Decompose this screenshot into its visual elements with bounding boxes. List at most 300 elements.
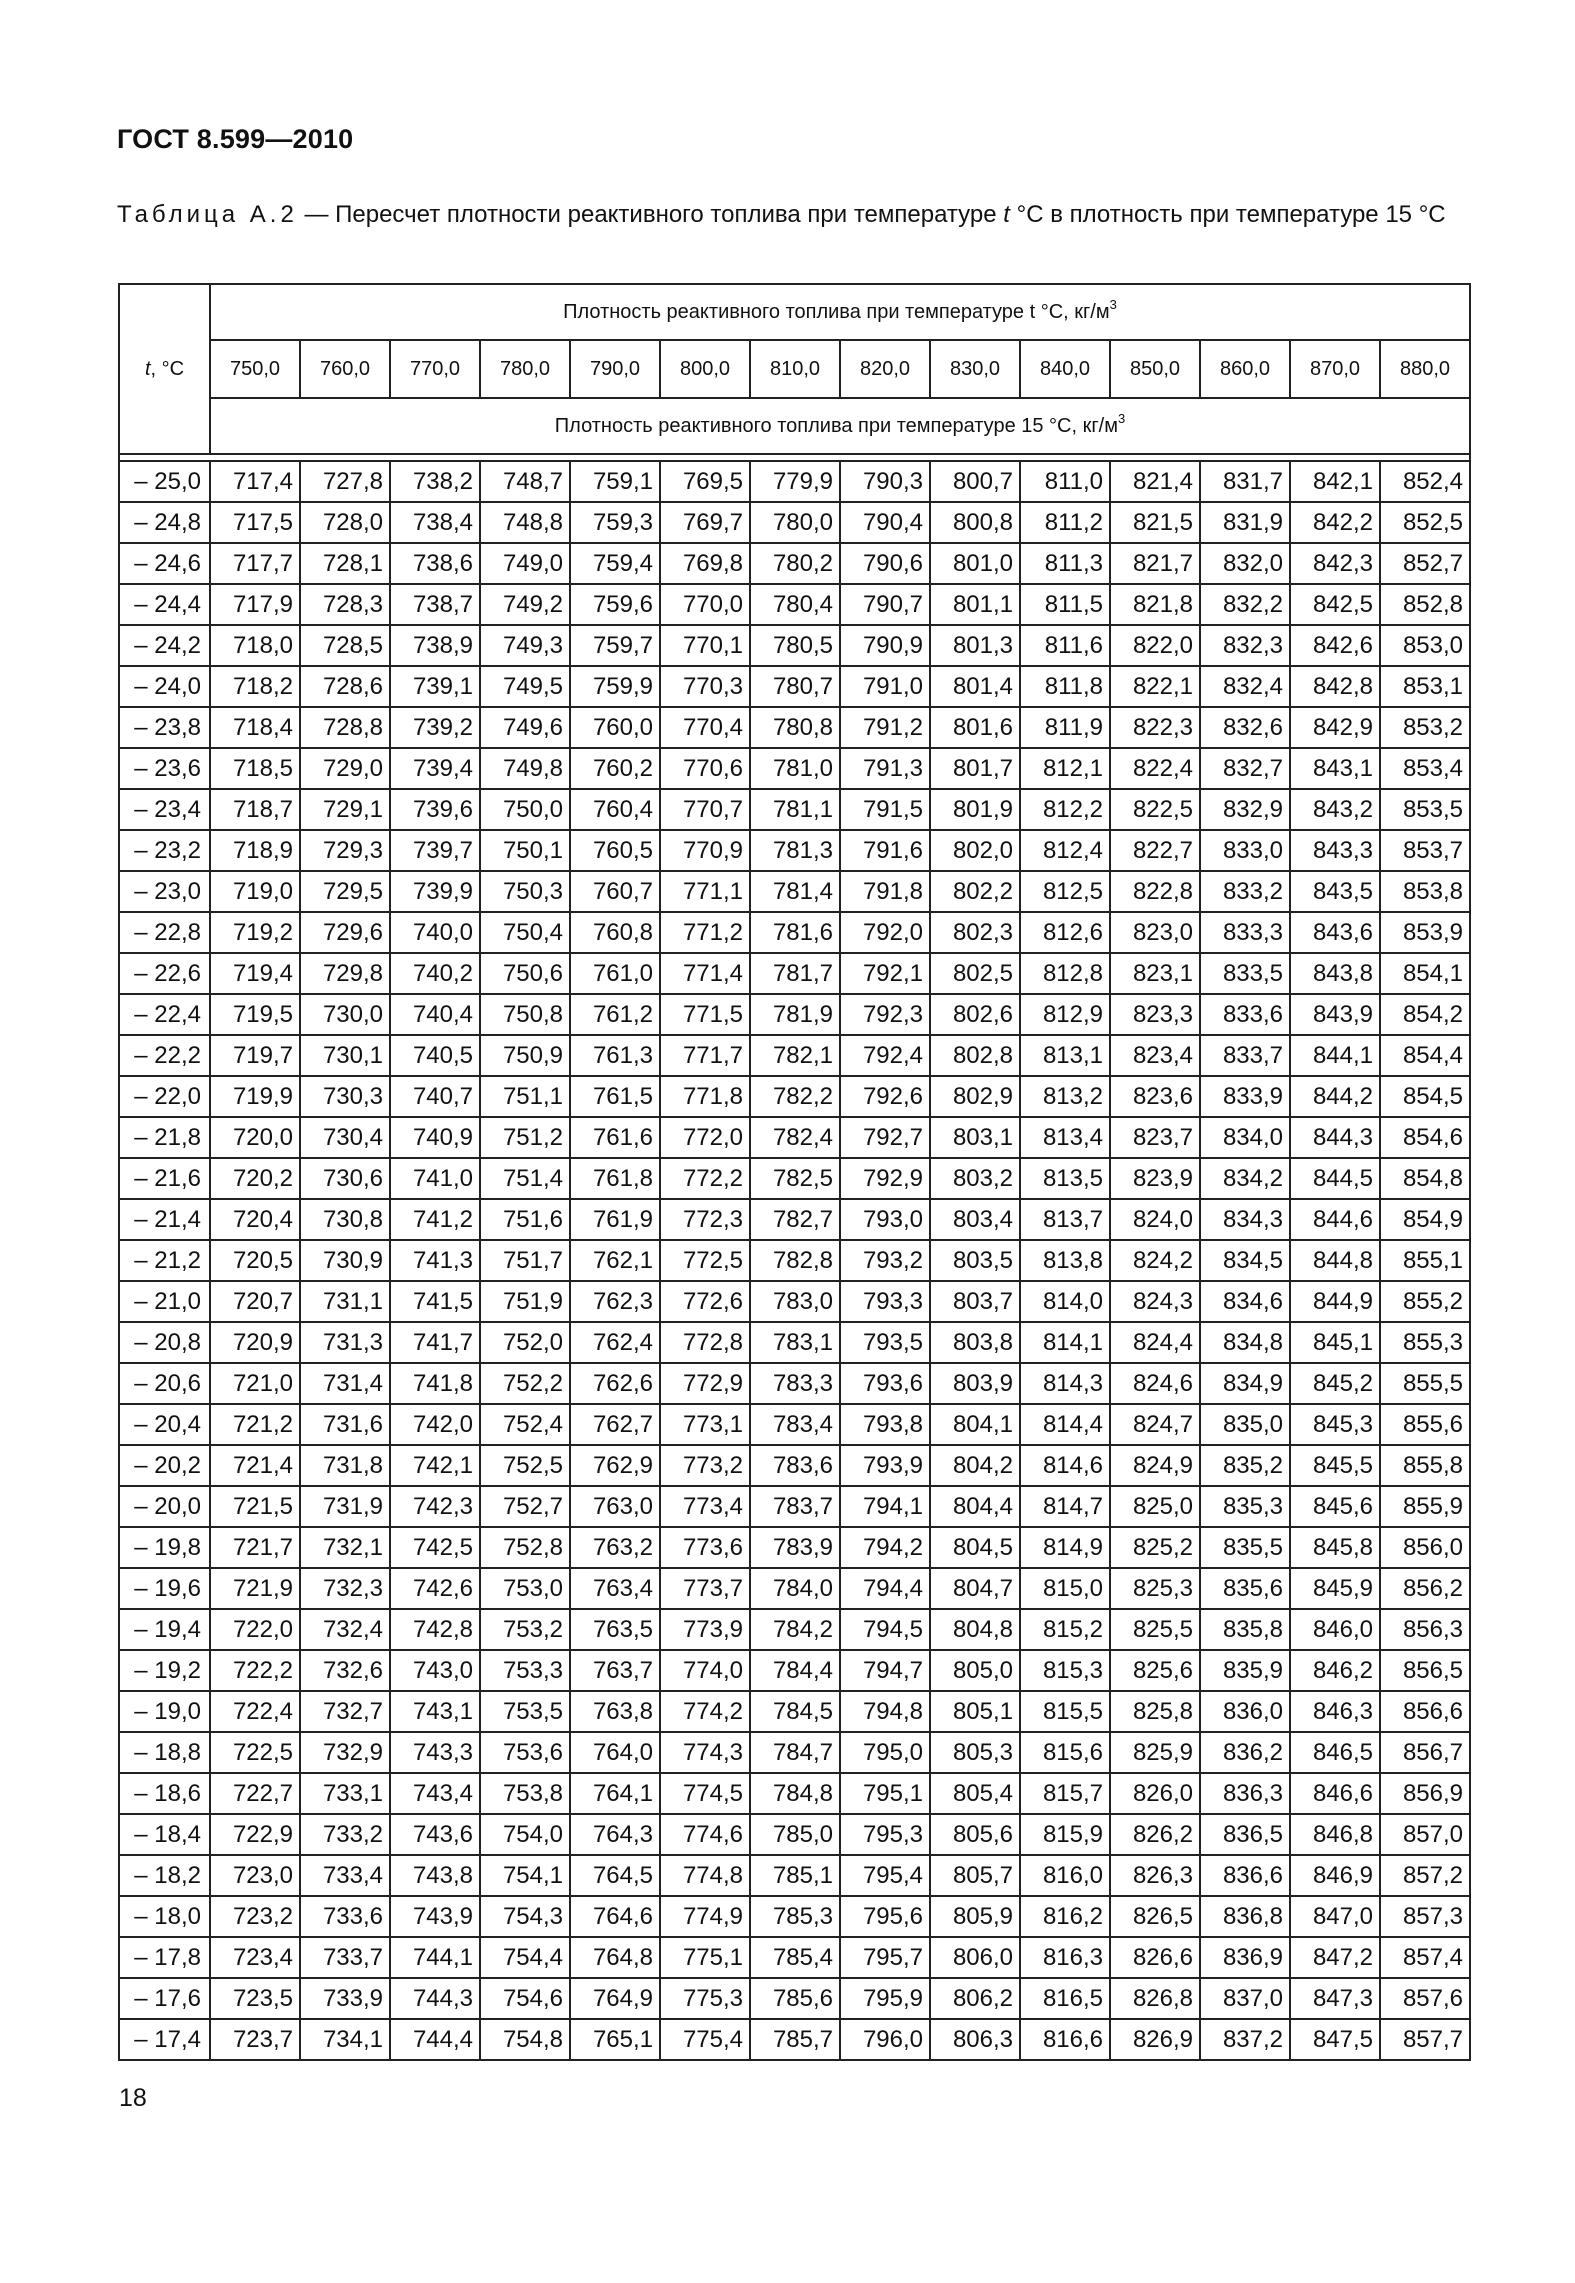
density-cell: 826,9 — [1110, 2019, 1200, 2060]
density-cell: 791,0 — [840, 666, 930, 707]
density-cell: 731,6 — [300, 1404, 390, 1445]
table-row — [119, 625, 1470, 666]
bottom-header — [210, 398, 1470, 454]
density-cell: 854,9 — [1380, 1199, 1470, 1240]
density-cell: 814,0 — [1020, 1281, 1110, 1322]
table-caption — [117, 198, 1469, 232]
density-cell: 853,0 — [1380, 625, 1470, 666]
density-cell: 741,3 — [390, 1240, 480, 1281]
density-cell: 720,7 — [210, 1281, 300, 1322]
density-cell: 717,5 — [210, 502, 300, 543]
density-cell: 723,5 — [210, 1978, 300, 2019]
density-cell: 834,2 — [1200, 1158, 1290, 1199]
density-cell: 804,4 — [930, 1486, 1020, 1527]
density-cell: 780,7 — [750, 666, 840, 707]
density-cell: 852,8 — [1380, 584, 1470, 625]
density-cell: 728,8 — [300, 707, 390, 748]
density-cell: 790,4 — [840, 502, 930, 543]
density-cell: 832,2 — [1200, 584, 1290, 625]
density-cell: 793,3 — [840, 1281, 930, 1322]
density-cell: 805,4 — [930, 1773, 1020, 1814]
density-cell: 821,5 — [1110, 502, 1200, 543]
density-cell: 740,2 — [390, 953, 480, 994]
density-cell: 824,2 — [1110, 1240, 1200, 1281]
density-cell: 813,1 — [1020, 1035, 1110, 1076]
temperature-cell: – 22,2 — [119, 1035, 210, 1076]
density-cell: 836,9 — [1200, 1937, 1290, 1978]
density-cell: 801,4 — [930, 666, 1020, 707]
density-cell: 855,2 — [1380, 1281, 1470, 1322]
density-cell: 783,4 — [750, 1404, 840, 1445]
density-cell: 742,5 — [390, 1527, 480, 1568]
density-cell: 812,8 — [1020, 953, 1110, 994]
density-cell: 846,8 — [1290, 1814, 1380, 1855]
density-cell: 781,4 — [750, 871, 840, 912]
density-cell: 800,8 — [930, 502, 1020, 543]
density-cell: 720,0 — [210, 1117, 300, 1158]
density-cell: 853,1 — [1380, 666, 1470, 707]
density-cell: 826,2 — [1110, 1814, 1200, 1855]
table-row — [119, 1158, 1470, 1199]
density-cell: 750,8 — [480, 994, 570, 1035]
density-cell: 826,6 — [1110, 1937, 1200, 1978]
density-cell: 760,7 — [570, 871, 660, 912]
temperature-cell: – 23,8 — [119, 707, 210, 748]
density-cell: 795,0 — [840, 1732, 930, 1773]
density-cell: 720,4 — [210, 1199, 300, 1240]
density-cell: 781,9 — [750, 994, 840, 1035]
density-cell: 845,3 — [1290, 1404, 1380, 1445]
density-cell: 729,5 — [300, 871, 390, 912]
density-cell: 718,2 — [210, 666, 300, 707]
density-cell: 834,5 — [1200, 1240, 1290, 1281]
density-cell: 749,2 — [480, 584, 570, 625]
density-cell: 761,0 — [570, 953, 660, 994]
density-cell: 814,7 — [1020, 1486, 1110, 1527]
density-cell: 782,2 — [750, 1076, 840, 1117]
density-cell: 740,4 — [390, 994, 480, 1035]
temperature-cell: – 20,2 — [119, 1445, 210, 1486]
density-cell: 762,1 — [570, 1240, 660, 1281]
density-cell: 811,2 — [1020, 502, 1110, 543]
density-cell: 773,9 — [660, 1609, 750, 1650]
density-cell: 831,9 — [1200, 502, 1290, 543]
density-cell: 783,7 — [750, 1486, 840, 1527]
table-row — [119, 1691, 1470, 1732]
table-row — [119, 1527, 1470, 1568]
temperature-cell: – 19,4 — [119, 1609, 210, 1650]
density-cell: 782,5 — [750, 1158, 840, 1199]
density-cell: 835,3 — [1200, 1486, 1290, 1527]
density-cell: 781,6 — [750, 912, 840, 953]
density-cell: 781,0 — [750, 748, 840, 789]
density-cell: 824,4 — [1110, 1322, 1200, 1363]
density-cell: 770,9 — [660, 830, 750, 871]
density-cell: 759,4 — [570, 543, 660, 584]
density-cell: 773,6 — [660, 1527, 750, 1568]
density-cell: 751,7 — [480, 1240, 570, 1281]
density-cell: 846,6 — [1290, 1773, 1380, 1814]
density-cell: 843,6 — [1290, 912, 1380, 953]
density-cell: 743,8 — [390, 1855, 480, 1896]
density-cell: 843,1 — [1290, 748, 1380, 789]
density-cell: 856,0 — [1380, 1527, 1470, 1568]
density-cell: 853,5 — [1380, 789, 1470, 830]
density-cell: 742,3 — [390, 1486, 480, 1527]
density-cell: 846,5 — [1290, 1732, 1380, 1773]
density-cell: 825,2 — [1110, 1527, 1200, 1568]
density-cell: 812,1 — [1020, 748, 1110, 789]
density-cell: 792,9 — [840, 1158, 930, 1199]
density-cell: 805,7 — [930, 1855, 1020, 1896]
density-cell: 762,9 — [570, 1445, 660, 1486]
density-cell: 774,6 — [660, 1814, 750, 1855]
density-cell: 843,2 — [1290, 789, 1380, 830]
density-cell: 823,9 — [1110, 1158, 1200, 1199]
density-cell: 720,2 — [210, 1158, 300, 1199]
density-cell: 743,0 — [390, 1650, 480, 1691]
table-row — [119, 707, 1470, 748]
density-cell: 719,0 — [210, 871, 300, 912]
density-cell: 731,1 — [300, 1281, 390, 1322]
table-row — [119, 953, 1470, 994]
density-cell: 753,2 — [480, 1609, 570, 1650]
density-cell: 836,0 — [1200, 1691, 1290, 1732]
density-cell: 822,5 — [1110, 789, 1200, 830]
temperature-cell: – 18,0 — [119, 1896, 210, 1937]
density-cell: 752,0 — [480, 1322, 570, 1363]
temperature-cell: – 22,6 — [119, 953, 210, 994]
density-cell: 749,3 — [480, 625, 570, 666]
table-row — [119, 1814, 1470, 1855]
column-header: 820,0 — [840, 340, 930, 398]
density-cell: 844,9 — [1290, 1281, 1380, 1322]
density-cell: 792,1 — [840, 953, 930, 994]
density-cell: 803,2 — [930, 1158, 1020, 1199]
density-cell: 793,5 — [840, 1322, 930, 1363]
density-cell: 814,9 — [1020, 1527, 1110, 1568]
density-cell: 803,5 — [930, 1240, 1020, 1281]
density-cell: 752,4 — [480, 1404, 570, 1445]
density-cell: 741,0 — [390, 1158, 480, 1199]
density-cell: 728,5 — [300, 625, 390, 666]
density-cell: 727,8 — [300, 461, 390, 502]
density-cell: 824,7 — [1110, 1404, 1200, 1445]
density-cell: 833,6 — [1200, 994, 1290, 1035]
temperature-cell: – 23,0 — [119, 871, 210, 912]
density-cell: 750,0 — [480, 789, 570, 830]
density-cell: 824,3 — [1110, 1281, 1200, 1322]
density-cell: 825,8 — [1110, 1691, 1200, 1732]
top-header-text: Плотность реактивного топлива при температуре t °С, кг/м — [563, 300, 1110, 323]
density-cell: 825,0 — [1110, 1486, 1200, 1527]
density-cell: 791,6 — [840, 830, 930, 871]
caption-text-before: — Пересчет плотности реактивного топлива при температуре — [297, 201, 1004, 228]
density-cell: 836,2 — [1200, 1732, 1290, 1773]
density-cell: 804,2 — [930, 1445, 1020, 1486]
density-cell: 791,8 — [840, 871, 930, 912]
density-cell: 800,7 — [930, 461, 1020, 502]
density-cell: 844,6 — [1290, 1199, 1380, 1240]
density-cell: 781,3 — [750, 830, 840, 871]
density-cell: 845,6 — [1290, 1486, 1380, 1527]
table-row — [119, 1855, 1470, 1896]
density-cell: 720,9 — [210, 1322, 300, 1363]
density-cell: 773,4 — [660, 1486, 750, 1527]
density-cell: 721,0 — [210, 1363, 300, 1404]
density-cell: 805,0 — [930, 1650, 1020, 1691]
density-cell: 731,4 — [300, 1363, 390, 1404]
temperature-cell: – 17,4 — [119, 2019, 210, 2060]
density-cell: 717,9 — [210, 584, 300, 625]
density-cell: 833,3 — [1200, 912, 1290, 953]
density-cell: 722,2 — [210, 1650, 300, 1691]
density-cell: 811,0 — [1020, 461, 1110, 502]
density-cell: 738,4 — [390, 502, 480, 543]
density-cell: 761,8 — [570, 1158, 660, 1199]
density-cell: 764,1 — [570, 1773, 660, 1814]
density-cell: 833,5 — [1200, 953, 1290, 994]
density-cell: 804,7 — [930, 1568, 1020, 1609]
density-cell: 811,5 — [1020, 584, 1110, 625]
density-cell: 824,0 — [1110, 1199, 1200, 1240]
density-cell: 792,7 — [840, 1117, 930, 1158]
density-cell: 774,3 — [660, 1732, 750, 1773]
table-row — [119, 748, 1470, 789]
density-cell: 723,0 — [210, 1855, 300, 1896]
density-cell: 721,2 — [210, 1404, 300, 1445]
column-header: 760,0 — [300, 340, 390, 398]
density-cell: 842,9 — [1290, 707, 1380, 748]
density-cell: 834,3 — [1200, 1199, 1290, 1240]
density-cell: 731,3 — [300, 1322, 390, 1363]
density-cell: 729,8 — [300, 953, 390, 994]
density-cell: 836,5 — [1200, 1814, 1290, 1855]
density-cell: 733,2 — [300, 1814, 390, 1855]
table-row — [119, 1199, 1470, 1240]
density-cell: 857,4 — [1380, 1937, 1470, 1978]
density-cell: 825,5 — [1110, 1609, 1200, 1650]
table-row — [119, 1445, 1470, 1486]
density-cell: 793,8 — [840, 1404, 930, 1445]
density-cell: 744,3 — [390, 1978, 480, 2019]
column-header: 860,0 — [1200, 340, 1290, 398]
temperature-cell: – 19,2 — [119, 1650, 210, 1691]
density-cell: 790,7 — [840, 584, 930, 625]
density-cell: 759,9 — [570, 666, 660, 707]
temperature-cell: – 23,4 — [119, 789, 210, 830]
density-cell: 844,8 — [1290, 1240, 1380, 1281]
temperature-cell: – 24,2 — [119, 625, 210, 666]
table-row — [119, 1609, 1470, 1650]
density-cell: 718,0 — [210, 625, 300, 666]
density-cell: 784,4 — [750, 1650, 840, 1691]
density-cell: 801,9 — [930, 789, 1020, 830]
density-cell: 831,7 — [1200, 461, 1290, 502]
density-table-wrapper — [118, 283, 1471, 2061]
density-cell: 857,0 — [1380, 1814, 1470, 1855]
density-cell: 729,0 — [300, 748, 390, 789]
density-cell: 760,4 — [570, 789, 660, 830]
density-cell: 846,3 — [1290, 1691, 1380, 1732]
table-row — [119, 502, 1470, 543]
temperature-cell: – 20,8 — [119, 1322, 210, 1363]
temperature-cell: – 25,0 — [119, 461, 210, 502]
density-cell: 806,2 — [930, 1978, 1020, 2019]
density-cell: 771,4 — [660, 953, 750, 994]
density-cell: 815,6 — [1020, 1732, 1110, 1773]
density-cell: 728,3 — [300, 584, 390, 625]
density-cell: 842,3 — [1290, 543, 1380, 584]
temperature-cell: – 21,6 — [119, 1158, 210, 1199]
density-cell: 754,1 — [480, 1855, 570, 1896]
density-cell: 853,7 — [1380, 830, 1470, 871]
temperature-cell: – 24,8 — [119, 502, 210, 543]
density-cell: 773,1 — [660, 1404, 750, 1445]
column-header: 800,0 — [660, 340, 750, 398]
density-cell: 802,3 — [930, 912, 1020, 953]
density-cell: 721,4 — [210, 1445, 300, 1486]
density-cell: 815,2 — [1020, 1609, 1110, 1650]
density-cell: 772,9 — [660, 1363, 750, 1404]
density-cell: 823,0 — [1110, 912, 1200, 953]
density-cell: 855,5 — [1380, 1363, 1470, 1404]
density-cell: 846,9 — [1290, 1855, 1380, 1896]
density-cell: 842,1 — [1290, 461, 1380, 502]
density-cell: 825,9 — [1110, 1732, 1200, 1773]
density-cell: 753,0 — [480, 1568, 570, 1609]
table-row — [119, 1937, 1470, 1978]
density-cell: 763,5 — [570, 1609, 660, 1650]
density-cell: 832,6 — [1200, 707, 1290, 748]
density-cell: 795,7 — [840, 1937, 930, 1978]
density-cell: 795,4 — [840, 1855, 930, 1896]
table-row — [119, 1363, 1470, 1404]
density-cell: 821,8 — [1110, 584, 1200, 625]
density-cell: 763,8 — [570, 1691, 660, 1732]
column-header: 840,0 — [1020, 340, 1110, 398]
caption-label: Таблица А.2 — [117, 201, 298, 228]
density-cell: 843,3 — [1290, 830, 1380, 871]
density-cell: 846,0 — [1290, 1609, 1380, 1650]
density-cell: 754,4 — [480, 1937, 570, 1978]
table-row — [119, 830, 1470, 871]
density-cell: 752,8 — [480, 1527, 570, 1568]
density-cell: 802,9 — [930, 1076, 1020, 1117]
density-cell: 844,1 — [1290, 1035, 1380, 1076]
temperature-cell: – 22,8 — [119, 912, 210, 953]
density-cell: 760,0 — [570, 707, 660, 748]
density-cell: 734,1 — [300, 2019, 390, 2060]
density-cell: 837,0 — [1200, 1978, 1290, 2019]
temperature-cell: – 18,4 — [119, 1814, 210, 1855]
temperature-cell: – 19,8 — [119, 1527, 210, 1568]
density-cell: 760,8 — [570, 912, 660, 953]
density-cell: 774,2 — [660, 1691, 750, 1732]
density-cell: 728,0 — [300, 502, 390, 543]
density-cell: 740,9 — [390, 1117, 480, 1158]
density-cell: 854,4 — [1380, 1035, 1470, 1076]
density-cell: 743,6 — [390, 1814, 480, 1855]
density-cell: 739,4 — [390, 748, 480, 789]
density-cell: 722,7 — [210, 1773, 300, 1814]
density-cell: 774,0 — [660, 1650, 750, 1691]
density-cell: 720,5 — [210, 1240, 300, 1281]
density-cell: 781,1 — [750, 789, 840, 830]
density-cell: 754,8 — [480, 2019, 570, 2060]
temperature-cell: – 23,6 — [119, 748, 210, 789]
density-cell: 845,2 — [1290, 1363, 1380, 1404]
density-cell: 772,2 — [660, 1158, 750, 1199]
density-cell: 842,2 — [1290, 502, 1380, 543]
density-cell: 794,7 — [840, 1650, 930, 1691]
density-cell: 750,6 — [480, 953, 570, 994]
density-cell: 801,6 — [930, 707, 1020, 748]
density-cell: 732,4 — [300, 1609, 390, 1650]
density-cell: 753,6 — [480, 1732, 570, 1773]
table-row — [119, 1404, 1470, 1445]
density-cell: 853,2 — [1380, 707, 1470, 748]
temperature-cell: – 23,2 — [119, 830, 210, 871]
density-cell: 763,0 — [570, 1486, 660, 1527]
density-cell: 759,3 — [570, 502, 660, 543]
density-cell: 784,5 — [750, 1691, 840, 1732]
temperature-cell: – 21,0 — [119, 1281, 210, 1322]
density-cell: 743,9 — [390, 1896, 480, 1937]
density-cell: 832,9 — [1200, 789, 1290, 830]
density-cell: 739,7 — [390, 830, 480, 871]
density-cell: 723,7 — [210, 2019, 300, 2060]
density-cell: 856,5 — [1380, 1650, 1470, 1691]
density-cell: 739,9 — [390, 871, 480, 912]
density-cell: 780,0 — [750, 502, 840, 543]
density-cell: 753,3 — [480, 1650, 570, 1691]
page-number: 18 — [119, 2084, 147, 2112]
density-cell: 717,4 — [210, 461, 300, 502]
density-cell: 728,1 — [300, 543, 390, 584]
header-separator — [119, 454, 1470, 461]
temperature-cell: – 22,4 — [119, 994, 210, 1035]
temperature-cell: – 20,4 — [119, 1404, 210, 1445]
density-cell: 795,3 — [840, 1814, 930, 1855]
density-cell: 731,9 — [300, 1486, 390, 1527]
density-cell: 814,4 — [1020, 1404, 1110, 1445]
density-cell: 783,6 — [750, 1445, 840, 1486]
density-cell: 762,6 — [570, 1363, 660, 1404]
density-cell: 801,3 — [930, 625, 1020, 666]
density-cell: 790,6 — [840, 543, 930, 584]
density-cell: 733,9 — [300, 1978, 390, 2019]
column-header: 830,0 — [930, 340, 1020, 398]
density-cell: 823,6 — [1110, 1076, 1200, 1117]
density-cell: 795,6 — [840, 1896, 930, 1937]
density-cell: 791,5 — [840, 789, 930, 830]
density-cell: 812,9 — [1020, 994, 1110, 1035]
density-cell: 759,1 — [570, 461, 660, 502]
column-header: 770,0 — [390, 340, 480, 398]
density-cell: 834,8 — [1200, 1322, 1290, 1363]
density-cell: 744,1 — [390, 1937, 480, 1978]
document-header: ГОСТ 8.599—2010 — [117, 124, 354, 154]
density-cell: 775,4 — [660, 2019, 750, 2060]
density-cell: 771,1 — [660, 871, 750, 912]
density-cell: 857,3 — [1380, 1896, 1470, 1937]
density-cell: 852,4 — [1380, 461, 1470, 502]
density-cell: 801,1 — [930, 584, 1020, 625]
table-row — [119, 1486, 1470, 1527]
density-cell: 823,4 — [1110, 1035, 1200, 1076]
density-cell: 781,7 — [750, 953, 840, 994]
